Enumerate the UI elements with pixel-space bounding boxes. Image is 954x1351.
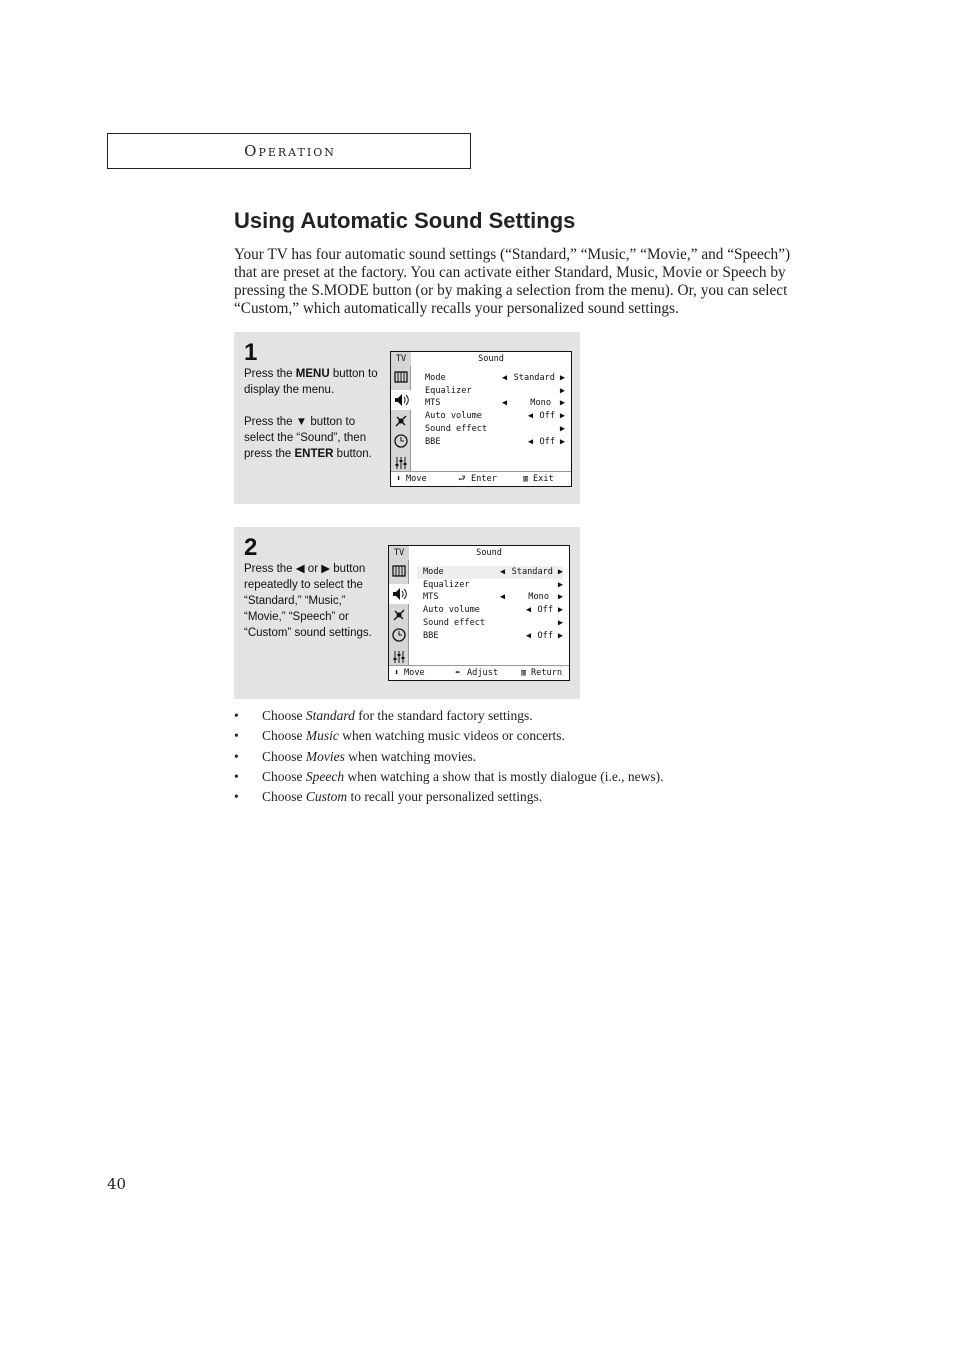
row-label: BBE bbox=[425, 437, 441, 447]
channel-icon bbox=[393, 413, 409, 429]
row-value: Off bbox=[539, 437, 555, 447]
left-arrow-icon: ◀ bbox=[499, 567, 505, 577]
row-label: Mode bbox=[423, 567, 444, 577]
step-2-panel bbox=[234, 527, 580, 699]
osd-tv-label: TV bbox=[391, 352, 411, 366]
left-arrow-icon: ◀ bbox=[525, 605, 531, 615]
text-run: button. bbox=[333, 448, 372, 460]
right-arrow-icon: ▶ bbox=[557, 592, 563, 602]
footer-adjust: Adjust bbox=[467, 668, 499, 678]
list-item bbox=[234, 787, 664, 807]
osd-row-bbe bbox=[425, 436, 565, 449]
row-label: Sound effect bbox=[425, 424, 488, 434]
enter-icon: ⮐ bbox=[458, 474, 466, 484]
mode-name: Speech bbox=[305, 768, 345, 784]
mode-name: Standard bbox=[305, 708, 355, 723]
time-icon bbox=[391, 627, 407, 643]
active-icon-highlight bbox=[389, 584, 409, 604]
mode-name: Music bbox=[305, 728, 339, 744]
osd-row-mts bbox=[423, 591, 563, 604]
menu-button-name: MENU bbox=[295, 368, 330, 380]
osd-row-auto-volume bbox=[425, 410, 565, 423]
osd-row-sound-effect bbox=[423, 617, 563, 630]
left-right-arrow-icon: ⬌ bbox=[455, 668, 461, 678]
step-instructions bbox=[244, 561, 384, 657]
step-1-panel bbox=[234, 332, 580, 504]
right-arrow-icon: ▶ bbox=[557, 580, 563, 590]
right-arrow-icon: ▶ bbox=[557, 631, 563, 641]
footer-move: Move bbox=[406, 474, 427, 484]
step-number: 1 bbox=[244, 339, 258, 366]
osd-row-auto-volume bbox=[423, 604, 563, 617]
text-run: to recall your personalized settings. bbox=[347, 789, 543, 805]
text-run: Press the ▼ button to select the “Sound”, then press the bbox=[244, 416, 367, 460]
osd-icon-column bbox=[389, 546, 409, 667]
row-value: Mono bbox=[530, 398, 551, 408]
osd-tv-label: TV bbox=[389, 546, 409, 560]
right-arrow-icon: ▶ bbox=[557, 567, 563, 577]
right-arrow-icon: ▶ bbox=[559, 424, 565, 434]
picture-icon bbox=[393, 369, 409, 385]
row-label: Equalizer bbox=[425, 386, 472, 396]
left-arrow-icon: ◀ bbox=[527, 437, 533, 447]
text-run: when watching movies. bbox=[344, 748, 477, 764]
section-title: Operation bbox=[244, 142, 336, 160]
right-arrow-icon: ▶ bbox=[559, 386, 565, 396]
osd-footer bbox=[389, 665, 569, 680]
intro-paragraph: Your TV has four automatic sound settings (“Standard,” “Music,” “Movie,” and “Speech”) that are preset at the factory. You can activate either Standard, Music, Movie or Speech by pressing the S.MODE button (or by making a selection from the menu). Or, you can select “Custom,” which automatically recalls your personalized sound settings. bbox=[234, 246, 791, 317]
left-arrow-icon: ◀ bbox=[499, 592, 505, 602]
page-title: Using Automatic Sound Settings bbox=[234, 208, 576, 233]
row-label: MTS bbox=[425, 398, 441, 408]
picture-icon bbox=[391, 563, 407, 579]
menu-icon: ▥ bbox=[523, 474, 529, 484]
mode-name: Movies bbox=[305, 748, 345, 764]
footer-exit: Exit bbox=[533, 474, 554, 484]
tv-osd-screen bbox=[388, 545, 570, 681]
mode-bullet-list bbox=[234, 706, 664, 807]
row-value: Standard bbox=[511, 567, 553, 577]
list-item bbox=[234, 747, 664, 767]
osd-row-mode bbox=[425, 372, 565, 385]
footer-move: Move bbox=[404, 668, 425, 678]
osd-row-sound-effect bbox=[425, 423, 565, 436]
text-run: Choose bbox=[262, 768, 306, 784]
step-number: 2 bbox=[244, 534, 258, 561]
osd-title: Sound bbox=[478, 354, 504, 364]
section-header-box bbox=[107, 133, 471, 169]
left-arrow-icon: ◀ bbox=[527, 411, 533, 421]
text-run: when watching music videos or concerts. bbox=[338, 728, 565, 744]
osd-row-bbe bbox=[423, 630, 563, 643]
tv-osd-screen bbox=[390, 351, 572, 487]
up-down-arrow-icon: ⬍ bbox=[394, 668, 400, 678]
sound-icon bbox=[391, 390, 411, 410]
up-down-arrow-icon: ⬍ bbox=[396, 474, 402, 484]
right-arrow-icon: ▶ bbox=[559, 411, 565, 421]
text-run: Choose bbox=[262, 748, 306, 764]
footer-enter: Enter bbox=[471, 474, 497, 484]
footer-return: Return bbox=[531, 668, 563, 678]
list-item bbox=[234, 706, 664, 726]
mode-name: Custom bbox=[305, 789, 348, 805]
channel-icon bbox=[391, 607, 407, 623]
text-run: for the standard factory settings. bbox=[354, 708, 533, 723]
osd-footer bbox=[391, 471, 571, 486]
osd-row-mts bbox=[425, 397, 565, 410]
list-item bbox=[234, 767, 664, 787]
menu-icon: ▥ bbox=[521, 668, 527, 678]
enter-button-name: ENTER bbox=[294, 448, 334, 460]
row-label: Sound effect bbox=[423, 618, 486, 628]
right-arrow-icon: ▶ bbox=[559, 398, 565, 408]
active-icon-highlight bbox=[391, 390, 411, 410]
row-label: Mode bbox=[425, 373, 446, 383]
osd-row-mode-selected bbox=[417, 566, 563, 579]
text-run: Choose bbox=[262, 728, 306, 744]
time-icon bbox=[393, 433, 409, 449]
text-run: Choose bbox=[262, 708, 306, 723]
right-arrow-icon: ▶ bbox=[557, 605, 563, 615]
row-value: Standard bbox=[513, 373, 555, 383]
row-value: Off bbox=[537, 631, 553, 641]
setup-icon bbox=[393, 455, 409, 471]
row-value: Off bbox=[537, 605, 553, 615]
left-arrow-icon: ◀ bbox=[501, 373, 507, 383]
left-arrow-icon: ◀ bbox=[525, 631, 531, 641]
osd-title: Sound bbox=[476, 548, 502, 558]
left-arrow-icon: ◀ bbox=[501, 398, 507, 408]
right-arrow-icon: ▶ bbox=[559, 437, 565, 447]
row-label: Equalizer bbox=[423, 580, 470, 590]
right-arrow-icon: ▶ bbox=[557, 618, 563, 628]
row-label: MTS bbox=[423, 592, 439, 602]
osd-icon-column bbox=[391, 352, 411, 473]
row-value: Off bbox=[539, 411, 555, 421]
right-arrow-icon: ▶ bbox=[559, 373, 565, 383]
row-label: Auto volume bbox=[425, 411, 482, 421]
sound-icon bbox=[389, 584, 409, 604]
row-label: BBE bbox=[423, 631, 439, 641]
text-run: Press the ◀ or ▶ button repeatedly to select the “Standard,” “Music,” “Movie,” “Speech” or “Custom” sound settings. bbox=[244, 563, 372, 639]
text-run: when watching a show that is mostly dialogue (i.e., news). bbox=[344, 768, 664, 784]
text-run: Press the bbox=[244, 368, 296, 380]
row-value: Mono bbox=[528, 592, 549, 602]
text-run: Choose bbox=[262, 789, 306, 805]
setup-icon bbox=[391, 649, 407, 665]
step-instructions bbox=[244, 366, 384, 478]
list-item bbox=[234, 726, 664, 746]
page-number: 40 bbox=[107, 1175, 127, 1193]
text-run: button to display the menu. bbox=[244, 368, 378, 396]
row-label: Auto volume bbox=[423, 605, 480, 615]
